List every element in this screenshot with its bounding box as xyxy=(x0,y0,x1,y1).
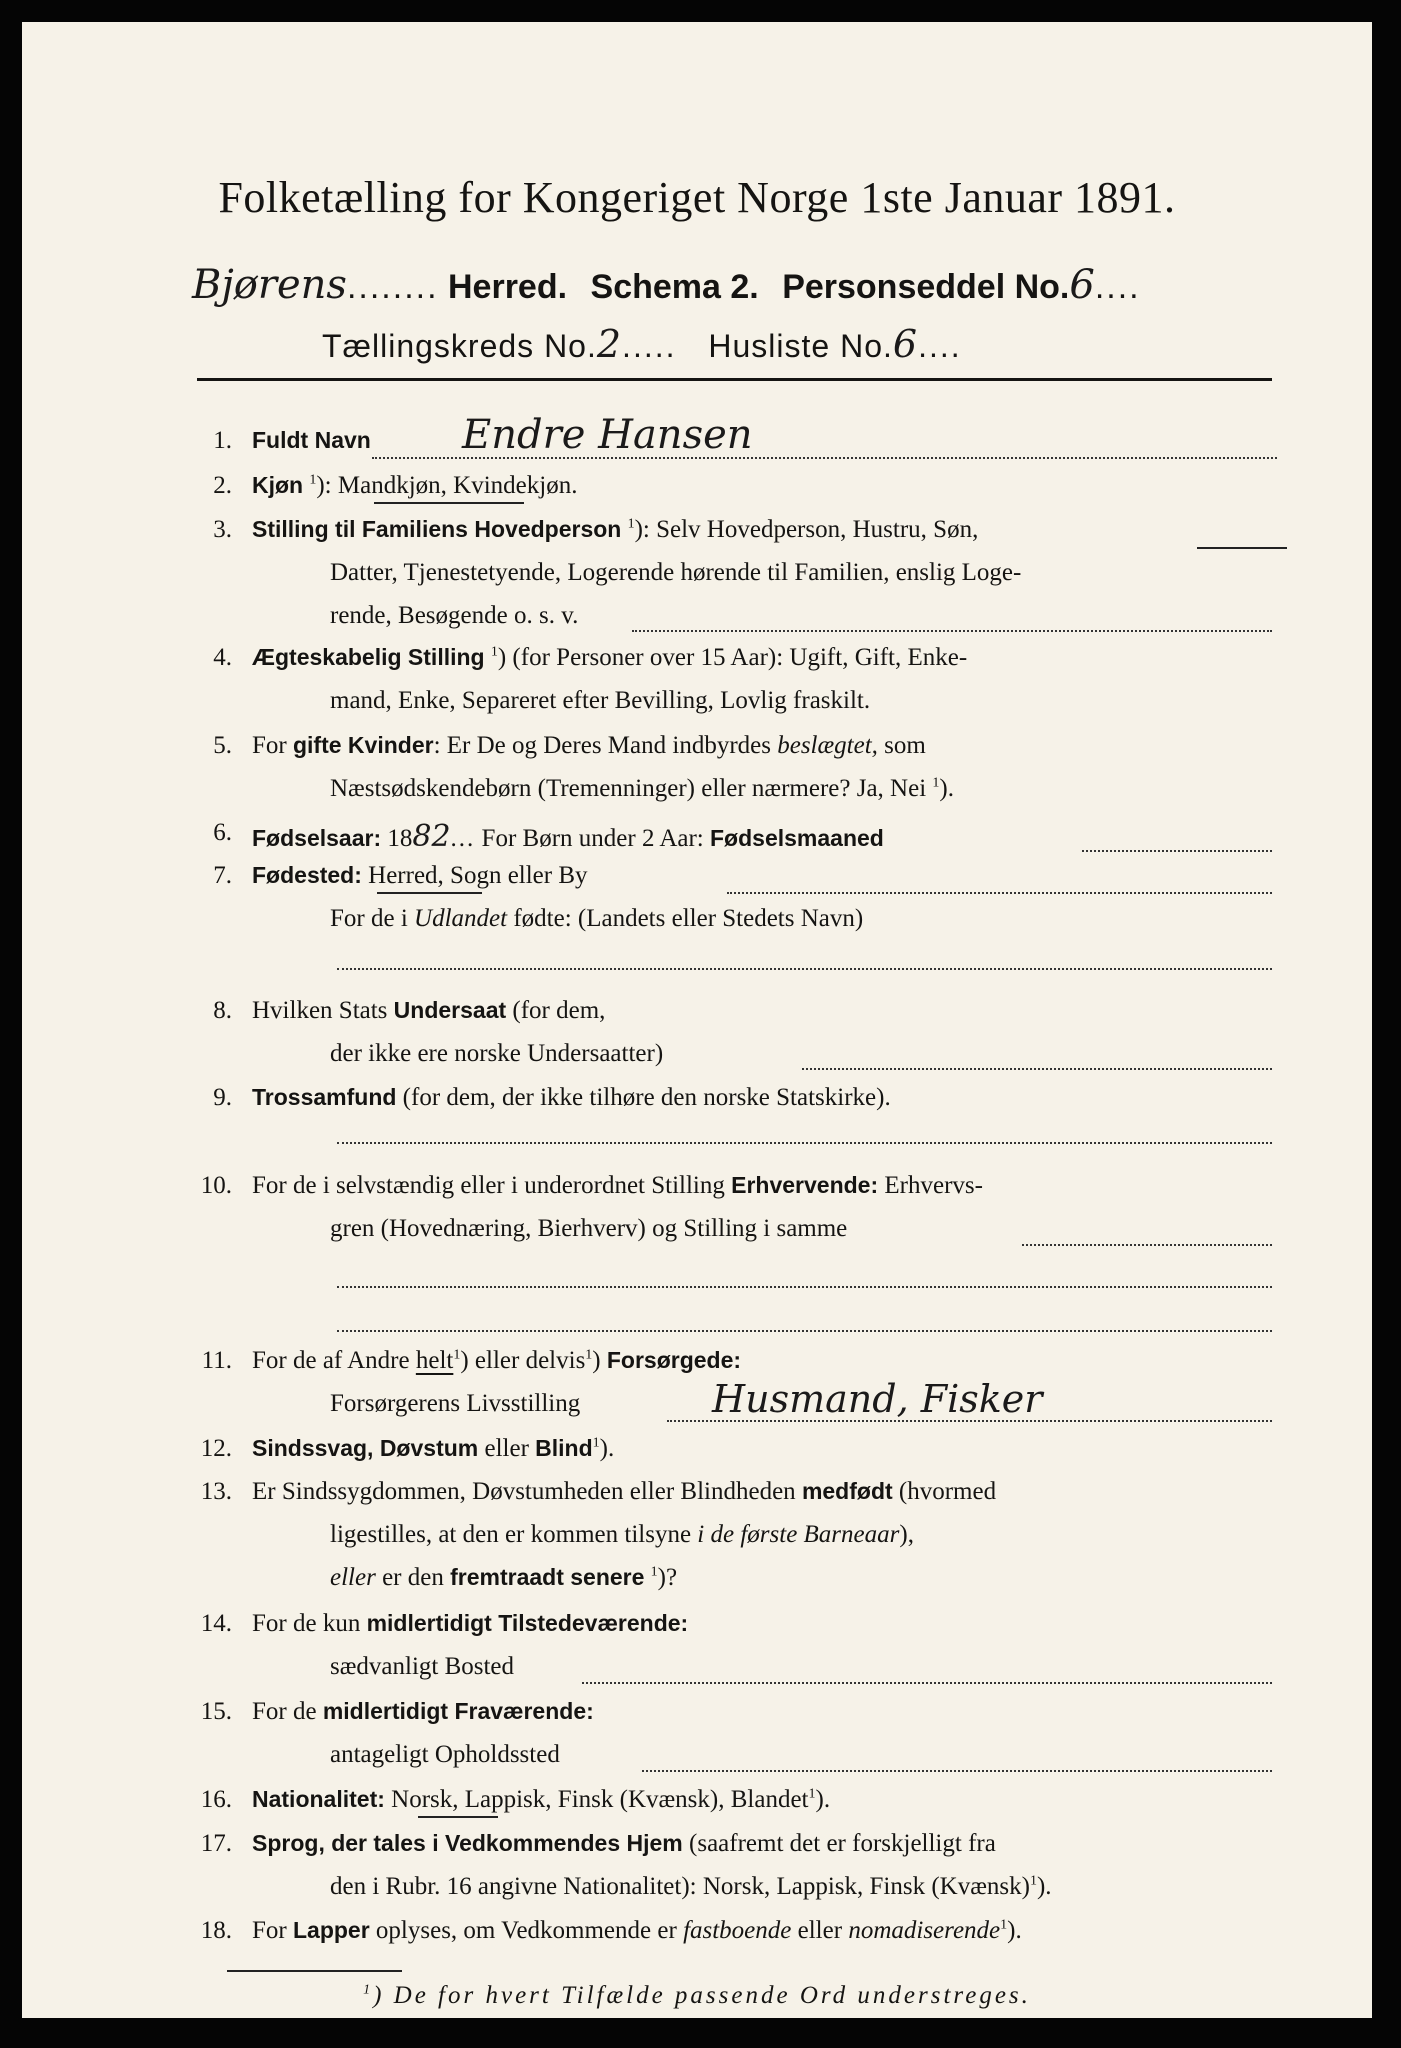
husliste-value: 6 xyxy=(892,322,919,366)
header-line-kreds: Tællingskreds No.2..... Husliste No.6.... xyxy=(322,322,962,366)
header-line-herred: Bjørens........ Herred. Schema 2. Personseddel No.6.... xyxy=(192,262,1141,308)
personseddel-label: Personseddel No. xyxy=(782,268,1070,306)
census-form-page: Folketælling for Kongeriget Norge 1ste Januar 1891. Bjørens........ Herred. Schema 2. Personseddel No.6.... Tællingskreds No.2..... Husliste No.6.... 1. Fuldt Navn Endre Hansen 2. Kjøn $^1$): Mandkjøn, Kvindekjøn. 3. Stilling til Familiens Hovedperson $^1$): Selv Hovedperson, Hustru, Søn, Datter, Tjenestetyende, Logerende hørende til Familien, enslig Loge- rende, Besøgende o. s. v. 4. Ægteskabelig Stilling $^1$) (for Personer over 15 Aar): Ugift, Gift, Enke- mand, Enke, Separeret efter Bevilling, Lovlig fraskilt. 5. For gifte Kvinder: Er De og Deres Mand indbyrdes beslægtet, som Næstsødskendebørn (Tremenninger) eller nærmere? Ja, Nei $^1$). 6. Fødselsaar: 1882... For Børn under 2 Aar: Fødselsmaaned 7. Fødested: Herred, Sogn eller By For de i Udlandet fødte: (Landets eller Stedets Navn) 8. Hvilken Stats Undersaat (for dem, der ikke ere norske Undersaatter) 9. Trossamfund (for dem, der ikke tilhøre den norske Statskirke). 10. For de i selvstændig eller i underordnet Stilling Erhvervende: Erhvervs- gren (Hovednæring, Bierhverv) og Stilling i samme 11. For de af Andre helt$^1$) eller delvis$^1$) Forsørgede: Forsørgerens Livsstilling Husmand, Fisker 12. Sindssvag, Døvstum eller Blind$^1$). 13. Er Sindssygdommen, Døvstumheden eller Blindheden medfødt (hvormed ligestilles, at den er kommen tilsyne i de første Barneaar), eller er den fremtraadt senere $^1$)? 14. For de kun midlertidigt Tilstedeværende: sædvanligt Bosted 15. For de midlertidigt Fraværende: antageligt Opholdssted 16. Nationalitet: Norsk, Lappisk, Finsk (Kvænsk), Blandet$^1$). 17. Sprog, der tales i Vedkommendes Hjem (saafremt det er forskjelligt fra den i Rubr. 16 angivne Nationalitet): Norsk, Lappisk, Finsk (Kvænsk)$^1$). 18. For Lapper oplyses, om Vedkommende er fastboende eller nomadiserende$^1$). $^1$) De for hvert Tilfælde passende Ord understreges. xyxy=(22,22,1372,2018)
full-name-value: Endre Hansen xyxy=(462,412,753,458)
herred-value: Bjørens xyxy=(192,262,347,308)
underline-norsk xyxy=(418,1816,498,1818)
herred-label: Herred. xyxy=(448,268,568,306)
footnote-rule xyxy=(227,1970,402,1972)
underline-herred xyxy=(377,892,482,894)
schema-label: Schema 2. xyxy=(590,268,759,306)
personseddel-value: 6 xyxy=(1069,262,1095,308)
birth-year-value: 82 xyxy=(412,819,451,854)
footnote: $^1$) De for hvert Tilfælde passende Ord understreges. xyxy=(363,1982,1031,2009)
full-name-label: Fuldt Navn xyxy=(252,427,371,453)
provider-occupation-value: Husmand, Fisker xyxy=(712,1377,1043,1421)
husliste-label: Husliste No. xyxy=(708,328,893,364)
underline-son xyxy=(1197,547,1287,549)
form-title: Folketælling for Kongeriget Norge 1ste Januar 1891. xyxy=(218,173,1176,222)
kreds-label: Tællingskreds No. xyxy=(322,328,597,364)
underline-mandkjon xyxy=(374,502,524,504)
header-rule xyxy=(197,378,1272,381)
kreds-value: 2 xyxy=(596,322,623,366)
